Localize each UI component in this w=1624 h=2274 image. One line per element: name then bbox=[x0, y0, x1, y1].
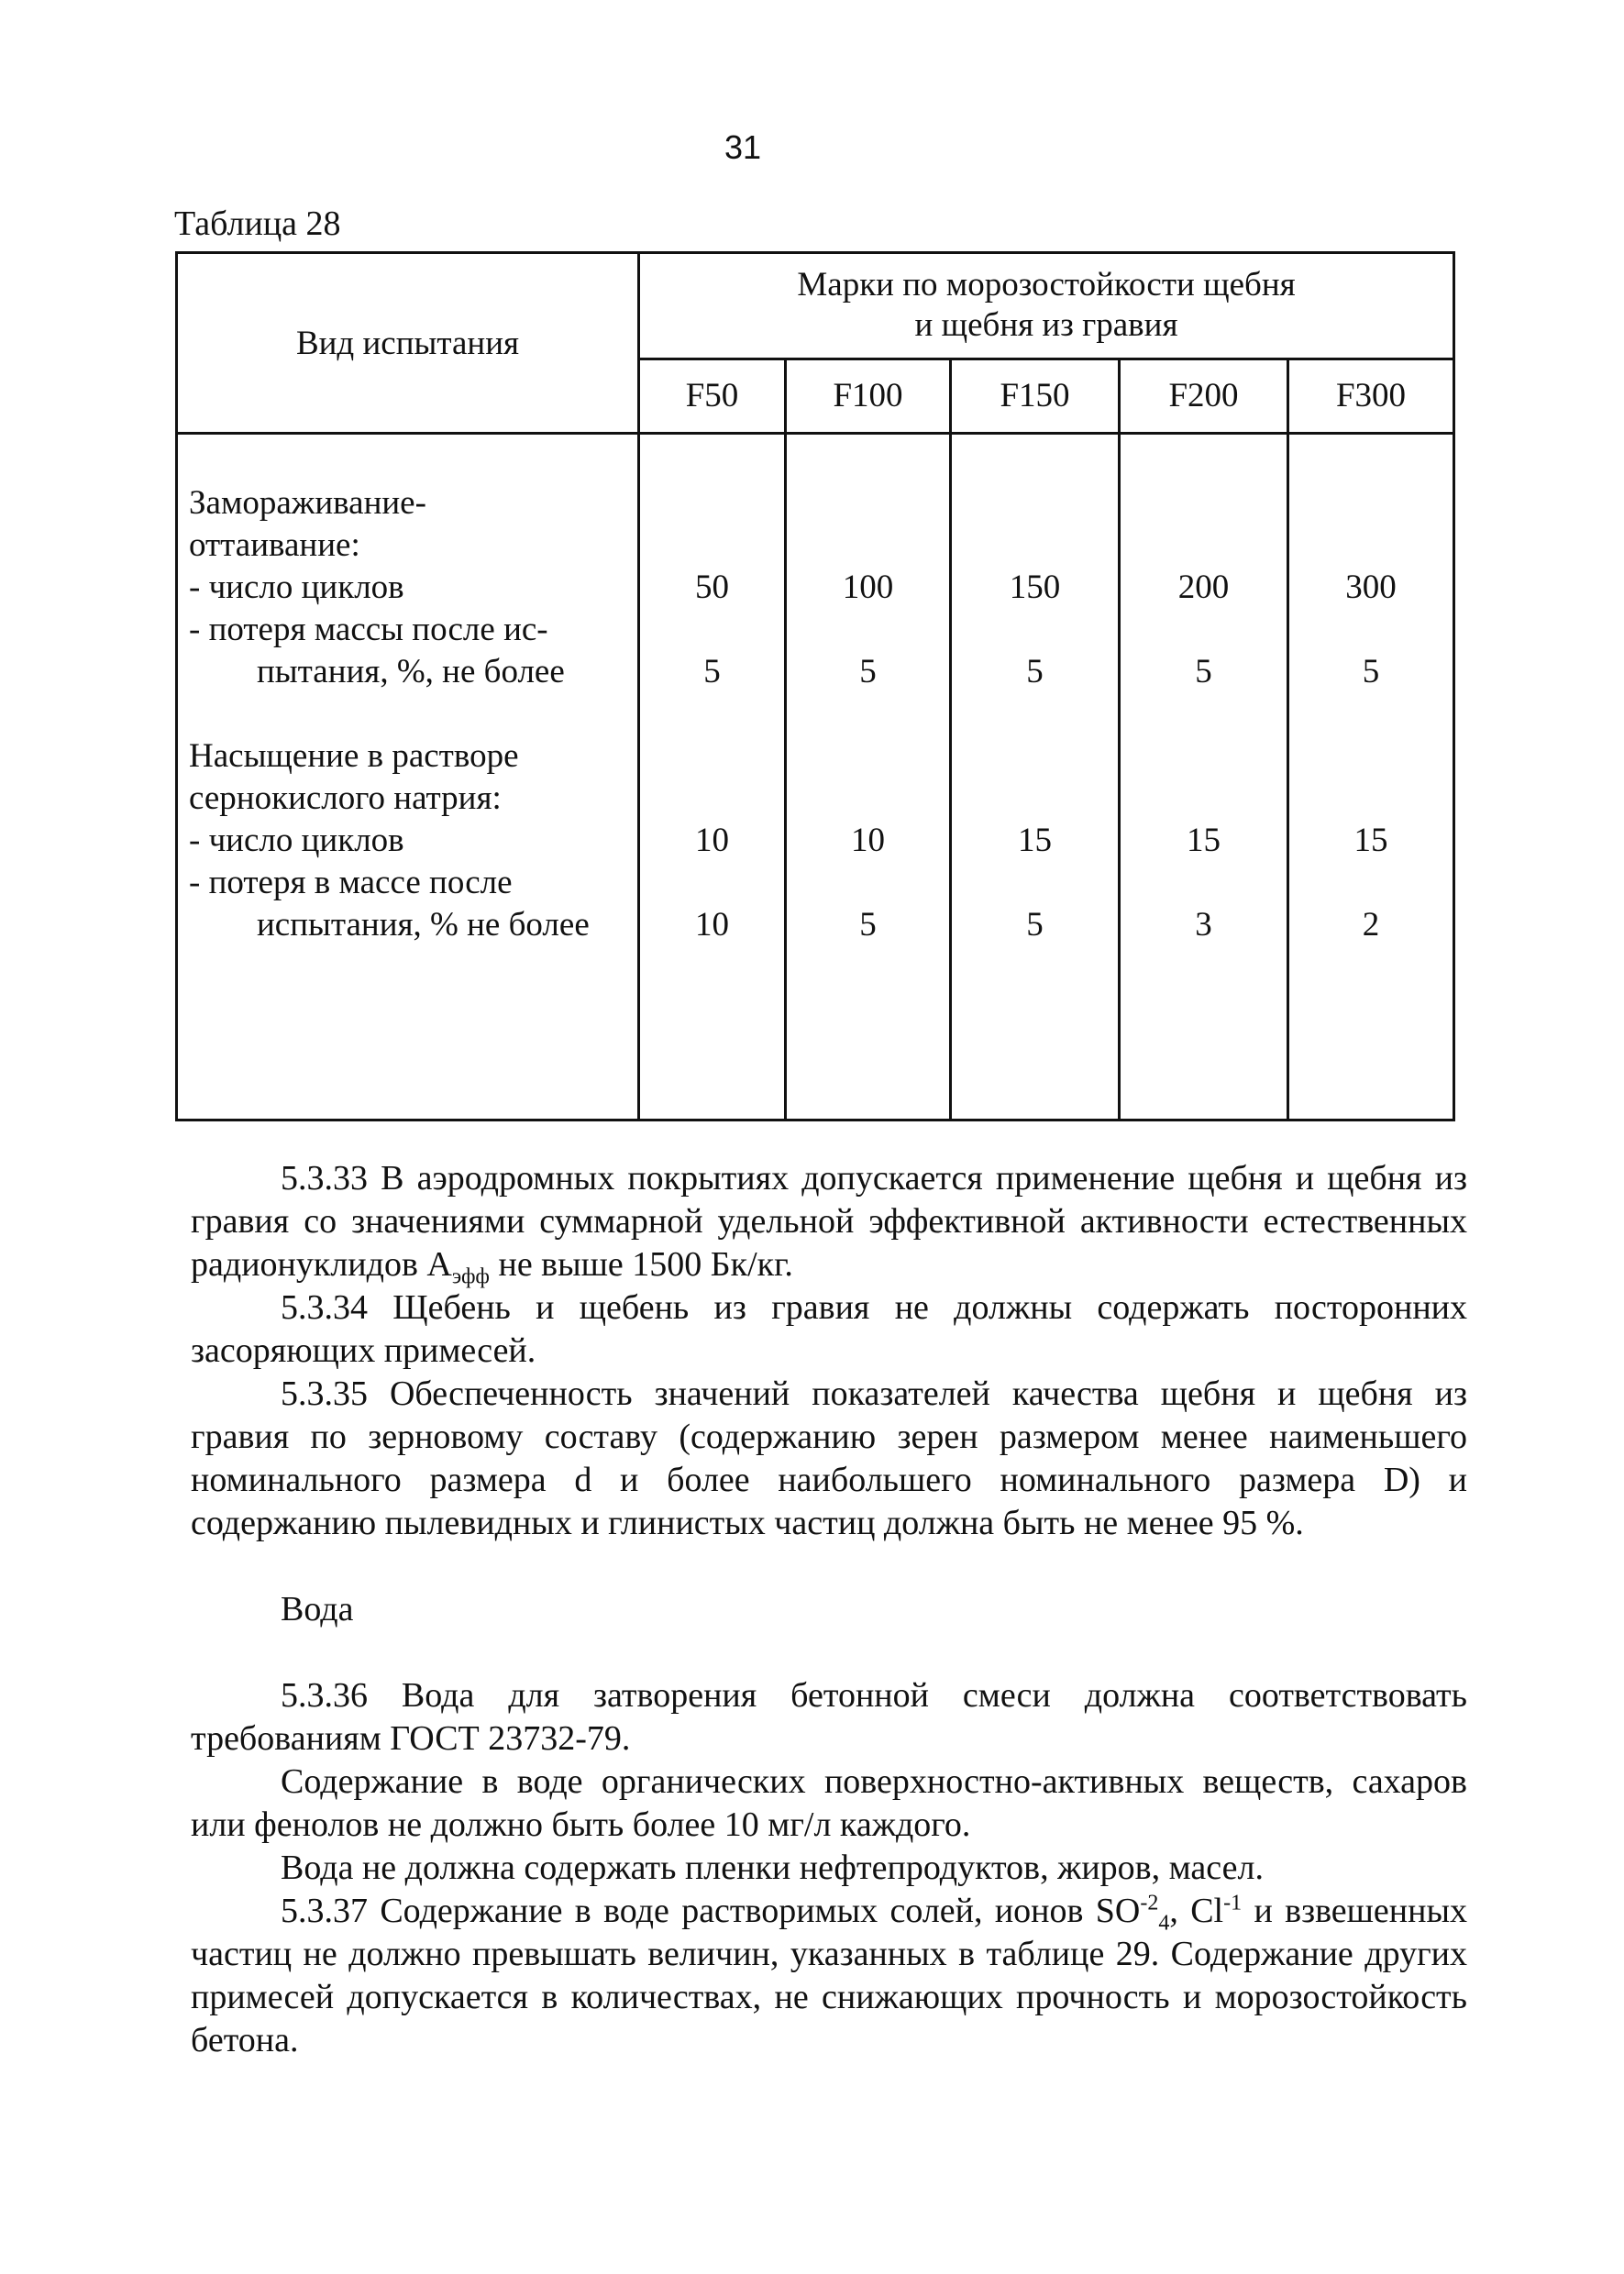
a-eff-subscript: эфф bbox=[451, 1264, 490, 1289]
p-5-3-37-text-a: 5.3.37 Содержание в воде растворимых солей, ионов SO bbox=[281, 1892, 1141, 1930]
freeze-thaw-loss-f50: 5 bbox=[703, 653, 721, 690]
p-5-3-33-text: 5.3.33 В аэродромных покрытиях допускается применение щебня и щебня из гравия со значениями суммарной удельной эффективной активности естественных радионуклидов А bbox=[191, 1159, 1467, 1284]
p-5-3-37-text-c: и взвешенных частиц не должно превышать величин, указанных в таблице 29. Содержание других примесей допускается в количествах, не снижающих прочность и морозостойкость бетона. bbox=[191, 1892, 1468, 2059]
header-frost-grades-group bbox=[639, 253, 1454, 359]
frost-resistance-table bbox=[175, 251, 1455, 1121]
freeze-thaw-cycles-f200: 200 bbox=[1177, 568, 1230, 606]
grade-header-f150: F150 bbox=[951, 359, 1120, 433]
grade-header-f300: F300 bbox=[1288, 359, 1454, 433]
p-5-3-37-text-b: , Cl bbox=[1169, 1892, 1224, 1930]
sulfate-loss-f100: 5 bbox=[859, 906, 877, 944]
sulfate-cycles-label: - число циклов bbox=[189, 822, 404, 859]
freeze-thaw-title-1: Замораживание- bbox=[189, 484, 426, 522]
freeze-thaw-cycles-f50: 50 bbox=[695, 568, 729, 606]
paragraph-5-3-36: 5.3.36 Вода для затворения бетонной смеси должна соответствовать требованиям ГОСТ 23732-79. bbox=[191, 1676, 1467, 1758]
freeze-thaw-loss-f300: 5 bbox=[1362, 653, 1380, 690]
freeze-thaw-cycles-f100: 100 bbox=[842, 568, 894, 606]
so4-charge: -2 bbox=[1140, 1891, 1159, 1915]
so4-index: 4 bbox=[1158, 1911, 1170, 1936]
freeze-thaw-loss-f150: 5 bbox=[1026, 653, 1044, 690]
grade-header-f200: F200 bbox=[1120, 359, 1288, 433]
sulfate-loss-f200: 3 bbox=[1195, 906, 1212, 944]
paragraph-5-3-37 bbox=[191, 1890, 1467, 2062]
sulfate-loss-label-2: испытания, % не более bbox=[257, 906, 590, 944]
sulfate-cycles-f300: 15 bbox=[1353, 822, 1388, 859]
freeze-thaw-title-2: оттаивание: bbox=[189, 526, 360, 564]
cl-charge: -1 bbox=[1223, 1891, 1243, 1915]
freeze-thaw-loss-label-1: - потеря массы после ис- bbox=[189, 611, 548, 648]
page-number: 31 bbox=[724, 128, 762, 166]
values-column-f100 bbox=[786, 434, 951, 1120]
grade-header-f50: F50 bbox=[639, 359, 786, 433]
freeze-thaw-cycles-label: - число циклов bbox=[189, 568, 404, 606]
freeze-thaw-loss-f200: 5 bbox=[1195, 653, 1212, 690]
values-column-f150 bbox=[951, 434, 1120, 1120]
header-group-line1: Марки по морозостойкости щебня bbox=[797, 266, 1296, 304]
paragraph-5-3-33 bbox=[191, 1157, 1467, 1289]
sulfate-cycles-f50: 10 bbox=[695, 822, 729, 859]
values-column-f200 bbox=[1120, 434, 1288, 1120]
sulfate-cycles-f100: 10 bbox=[851, 822, 885, 859]
sulfate-loss-label-1: - потеря в массе после bbox=[189, 864, 513, 901]
sulfate-title-2: сернокислого натрия: bbox=[189, 779, 502, 817]
sulfate-cycles-f150: 15 bbox=[1018, 822, 1052, 859]
values-column-f50 bbox=[639, 434, 786, 1120]
freeze-thaw-cycles-f300: 300 bbox=[1345, 568, 1397, 606]
header-group-line2: и щебня из гравия bbox=[914, 306, 1178, 345]
sulfate-loss-f150: 5 bbox=[1026, 906, 1044, 944]
sulfate-cycles-f200: 15 bbox=[1187, 822, 1221, 859]
p-5-3-33-text-end: не выше 1500 Бк/кг. bbox=[489, 1245, 793, 1284]
paragraph-5-3-35: 5.3.35 Обеспеченность значений показателей качества щебня и щебня из гравия по зерновому составу (содержанию зерен размером менее наименьшего номинального размера d и более наибольшего номинального размера D) и содержанию пылевидных и глинистых частиц должна быть не менее 95 %. bbox=[191, 1374, 1467, 1542]
freeze-thaw-loss-f100: 5 bbox=[859, 653, 877, 690]
test-type-cell bbox=[177, 434, 639, 1120]
values-column-f300 bbox=[1288, 434, 1454, 1120]
table-caption: Таблица 28 bbox=[174, 204, 341, 243]
paragraph-films: Вода не должна содержать пленки нефтепродуктов, жиров, масел. bbox=[281, 1849, 1264, 1887]
sulfate-title-1: Насыщение в растворе bbox=[189, 737, 519, 775]
paragraph-organic: Содержание в воде органических поверхностно-активных веществ, сахаров или фенолов не должно быть более 10 мг/л каждого. bbox=[191, 1762, 1467, 1844]
freeze-thaw-loss-label-2: пытания, %, не более bbox=[257, 653, 565, 690]
sulfate-loss-f300: 2 bbox=[1362, 906, 1380, 944]
body-text bbox=[191, 1157, 1467, 2062]
grade-header-f100: F100 bbox=[786, 359, 951, 433]
sulfate-loss-f50: 10 bbox=[695, 906, 729, 944]
freeze-thaw-cycles-f150: 150 bbox=[1009, 568, 1061, 606]
section-heading-water: Вода bbox=[281, 1590, 354, 1628]
header-test-type: Вид испытания bbox=[177, 253, 639, 434]
paragraph-5-3-34: 5.3.34 Щебень и щебень из гравия не должны содержать посторонних засоряющих примесей. bbox=[191, 1288, 1467, 1370]
